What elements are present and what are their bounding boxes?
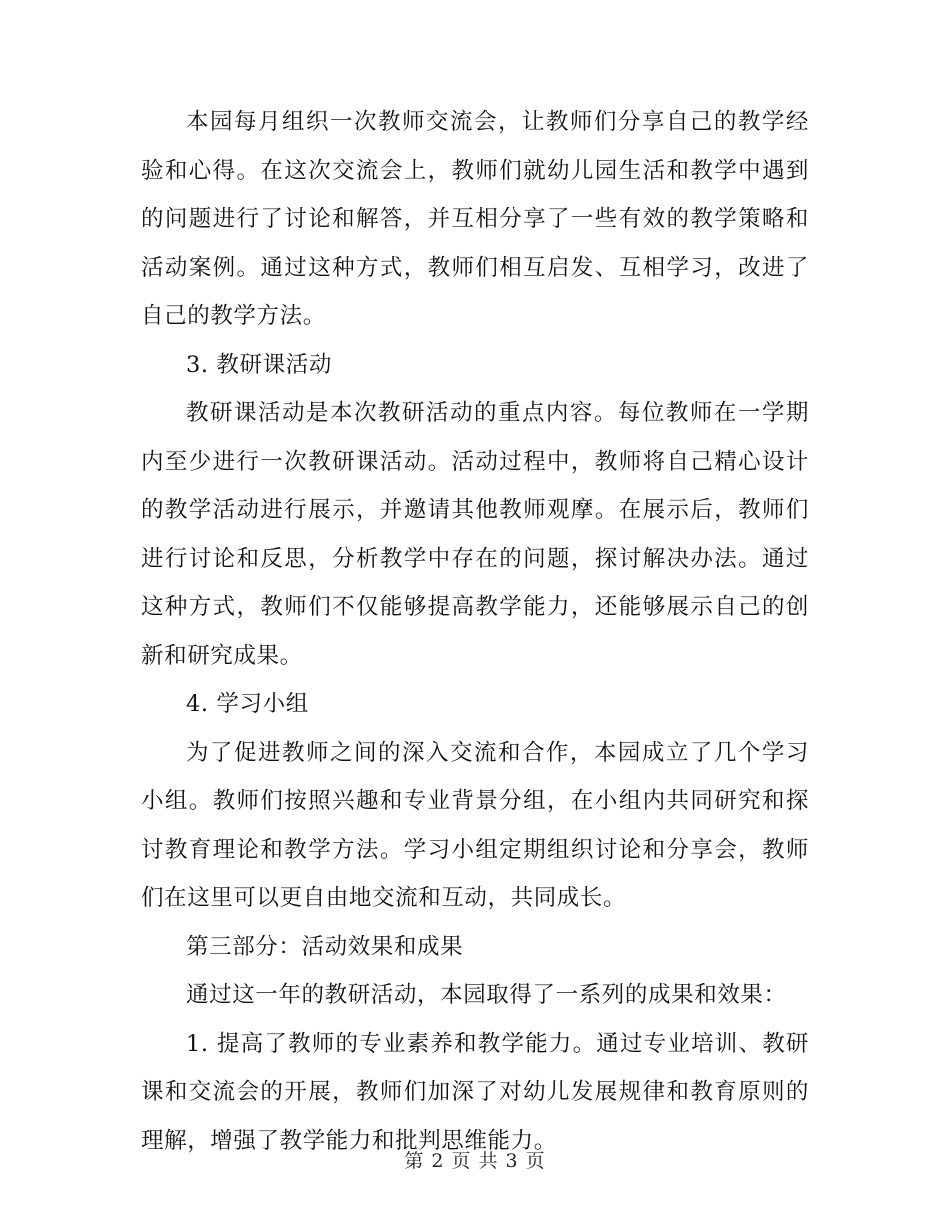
heading-research-lesson: 3. 教研课活动 (186, 351, 332, 378)
document-body (141, 98, 809, 1165)
page-number-footer: 第 2 页 共 3 页 (404, 1150, 546, 1172)
heading-study-group: 4. 学习小组 (186, 691, 309, 717)
paragraph-study-group: 为了促进教师之间的深入交流和合作，本园成立了几个学习小组。教师们按照兴趣和专业背景分组，在小组内共同研究和探讨教育理论和教学方法。学习小组定期组织讨论和分享会，教师们在这里可以更自由地交流和互动，共同成长。 (141, 739, 809, 911)
paragraph-teacher-exchange: 本园每月组织一次教师交流会，让教师们分享自己的教学经验和心得。在这次交流会上，教师们就幼儿园生活和教学中遇到的问题进行了讨论和解答，并互相分享了一些有效的教学策略和活动案例。通过这种方式，教师们相互启发、互相学习，改进了自己的教学方法。 (141, 109, 809, 329)
paragraph-research-lesson: 教研课活动是本次教研活动的重点内容。每位教师在一学期内至少进行一次教研课活动。活动过程中，教师将自己精心设计的教学活动进行展示，并邀请其他教师观摩。在展示后，教师们进行讨论和反思，分析教学中存在的问题，探讨解决办法。通过这种方式，教师们不仅能够提高教学能力，还能够展示自己的创新和研究成果。 (141, 400, 809, 669)
paragraph-results-intro: 通过这一年的教研活动，本园取得了一系列的成果和效果： (186, 982, 787, 1008)
paragraph-result-one: 1. 提高了教师的专业素养和教学能力。通过专业培训、教研课和交流会的开展，教师们加深了对幼儿发展规律和教育原则的理解，增强了教学能力和批判思维能力。 (141, 1030, 809, 1154)
heading-part-three: 第三部分：活动效果和成果 (186, 933, 464, 960)
